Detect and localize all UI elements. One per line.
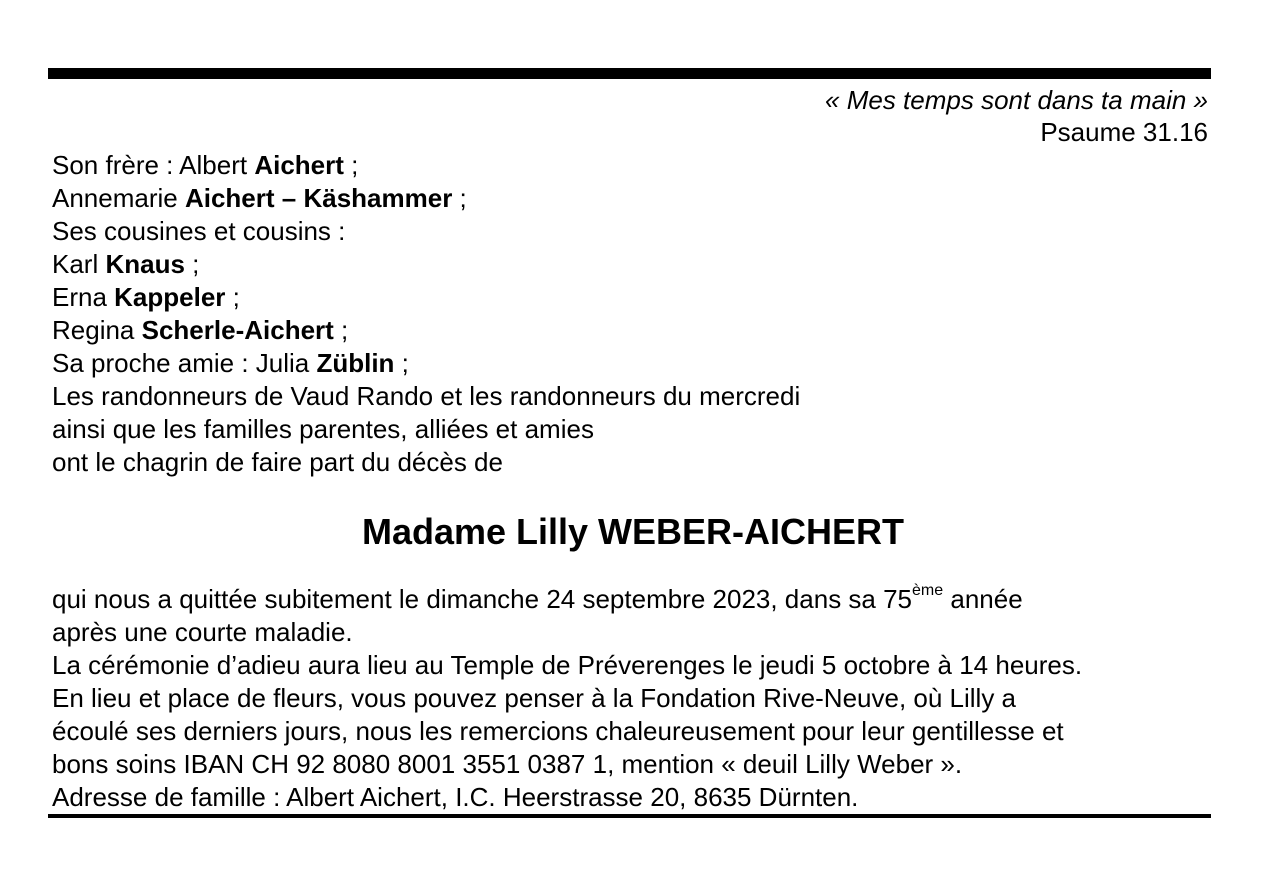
details-line: après une courte maladie.: [52, 617, 353, 647]
verse-reference: Psaume 31.16: [1040, 117, 1208, 147]
mourner-line: Annemarie Aichert – Käshammer ;: [52, 183, 467, 213]
details-line: En lieu et place de fleurs, vous pouvez penser à la Fondation Rive-Neuve, où Lilly a: [52, 683, 1017, 713]
details-line: qui nous a quittée subitement le dimanche 24 septembre 2023, dans sa 75ème année: [52, 582, 1023, 614]
verse-quote: « Mes temps sont dans ta main »: [825, 85, 1208, 115]
mourner-line: Erna Kappeler ;: [52, 282, 240, 312]
ordinal-suffix: ème: [912, 582, 944, 600]
family-address-line: Adresse de famille : Albert Aichert, I.C. Heerstrasse 20, 8635 Dürnten.: [52, 782, 859, 812]
mourner-line: Sa proche amie : Julia Züblin ;: [52, 348, 409, 378]
mourner-line: Son frère : Albert Aichert ;: [52, 150, 359, 180]
mourner-surname: Knaus: [105, 249, 185, 279]
mourners-list: [52, 149, 800, 479]
mourner-line: ont le chagrin de faire part du décès de: [52, 447, 503, 477]
mourner-surname: Aichert – Käshammer: [184, 183, 453, 213]
mourner-surname: Scherle-Aichert: [141, 315, 334, 345]
bible-verse: [825, 84, 1208, 148]
mourner-line: Karl Knaus ;: [52, 249, 200, 279]
bottom-rule: [48, 814, 1211, 818]
iban-line: bons soins IBAN CH 92 8080 8001 3551 0387 1, mention « deuil Lilly Weber ».: [52, 749, 963, 779]
announcement-details: [52, 583, 1082, 814]
ceremony-line: La cérémonie d’adieu aura lieu au Temple de Préverenges le jeudi 5 octobre à 14 heures.: [52, 650, 1083, 680]
deceased-name: Madame Lilly WEBER-AICHERT: [361, 511, 905, 552]
mourner-line: ainsi que les familles parentes, alliées et amies: [52, 414, 594, 444]
mourner-surname: Aichert: [254, 150, 344, 180]
top-rule: [48, 68, 1211, 79]
mourner-surname: Züblin: [316, 348, 395, 378]
details-line: écoulé ses derniers jours, nous les remercions chaleureusement pour leur gentillesse et: [52, 716, 1064, 746]
mourner-line: Regina Scherle-Aichert ;: [52, 315, 349, 345]
mourner-surname: Kappeler: [114, 282, 226, 312]
mourner-line: Ses cousines et cousins :: [52, 216, 346, 246]
mourner-line: Les randonneurs de Vaud Rando et les randonneurs du mercredi: [52, 381, 801, 411]
